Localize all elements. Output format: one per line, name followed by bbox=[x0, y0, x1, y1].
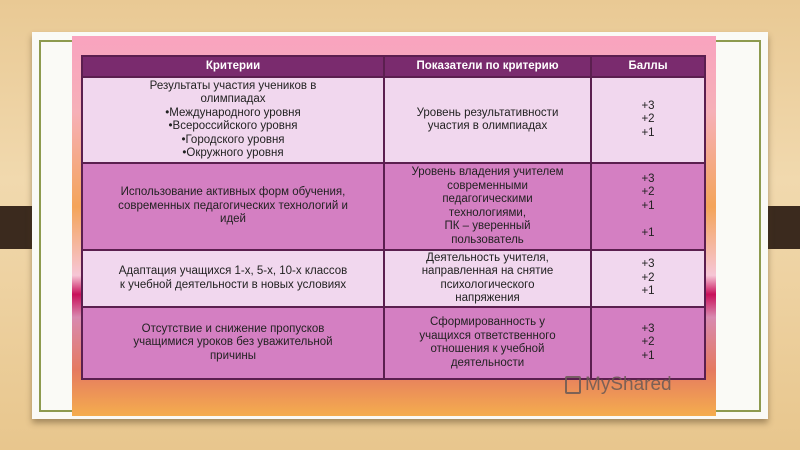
points-cell bbox=[591, 250, 705, 307]
cell-line: +2 bbox=[641, 336, 655, 349]
cell-line: к учебной деятельности в новых условиях bbox=[119, 278, 347, 291]
cell-line: •Всероссийского уровня bbox=[168, 120, 298, 132]
cell-line: +3 bbox=[641, 322, 655, 335]
cell-line: +3 bbox=[641, 99, 655, 112]
cell-line: +3 bbox=[641, 172, 655, 185]
cell-line: Уровень владения учителем bbox=[411, 166, 564, 178]
cell-line: технологиями, bbox=[448, 206, 527, 219]
cell-line: +1 bbox=[641, 285, 655, 298]
indicator-cell bbox=[384, 77, 591, 163]
cell-line: Результаты участия учеников в bbox=[149, 79, 317, 92]
table-row bbox=[82, 307, 705, 379]
criteria-cell bbox=[82, 163, 384, 250]
cell-line: •Городского уровня bbox=[181, 133, 285, 146]
cell-line: +2 bbox=[641, 271, 655, 284]
cell-line: современных педагогических технологий и bbox=[118, 199, 348, 212]
points-cell bbox=[591, 307, 705, 379]
cell-line: Сформированность у bbox=[429, 316, 546, 328]
cell-line: участия в олимпиадах bbox=[427, 120, 548, 132]
watermark-logo bbox=[565, 374, 672, 396]
cell-line: +3 bbox=[641, 258, 655, 271]
cell-line: Отсутствие и снижение пропусков bbox=[141, 322, 325, 335]
points-cell bbox=[591, 77, 705, 163]
cell-line: +1 bbox=[641, 349, 655, 362]
cell-line bbox=[592, 213, 704, 227]
indicator-cell bbox=[384, 250, 591, 307]
cell-line: олимпиадах bbox=[200, 93, 266, 105]
cell-line: +2 bbox=[641, 186, 655, 199]
cell-line: +1 bbox=[641, 126, 655, 139]
cell-line: причины bbox=[209, 349, 257, 362]
presentation-icon bbox=[565, 376, 581, 394]
cell-line: деятельности bbox=[450, 356, 525, 369]
cell-line: Деятельность учителя, bbox=[426, 251, 549, 264]
table-row bbox=[82, 163, 705, 250]
cell-line: современными bbox=[447, 179, 528, 192]
cell-line: +1 bbox=[641, 199, 655, 212]
cell-line: Уровень результативности bbox=[416, 106, 559, 119]
criteria-cell bbox=[82, 250, 384, 307]
cell-line: +1 bbox=[641, 226, 655, 239]
header-criteria: Критерии bbox=[82, 56, 384, 77]
cell-line: направленная на снятие bbox=[421, 265, 554, 277]
cell-line: +2 bbox=[641, 113, 655, 126]
cell-line: Адаптация учащихся 1-х, 5-х, 10-х классов bbox=[118, 265, 348, 277]
cell-line: •Международного уровня bbox=[165, 106, 301, 119]
cell-line: психологического bbox=[440, 278, 535, 291]
cell-line: Использование активных форм обучения, bbox=[120, 186, 346, 199]
cell-line: идей bbox=[220, 213, 246, 226]
cell-line: напряжения bbox=[455, 292, 520, 304]
cell-line: отношения к учебной bbox=[430, 343, 545, 355]
indicator-cell bbox=[384, 307, 591, 379]
cell-line: учащимися уроков без уважительной bbox=[133, 336, 333, 349]
cell-line: •Окружного уровня bbox=[182, 147, 284, 159]
header-indicators: Показатели по критерию bbox=[384, 56, 591, 77]
indicator-cell bbox=[384, 163, 591, 250]
watermark-text: MyShared bbox=[585, 374, 672, 395]
table-row bbox=[82, 250, 705, 307]
criteria-table bbox=[81, 55, 706, 380]
cell-line: учащихся ответственного bbox=[419, 329, 556, 342]
header-row bbox=[82, 56, 705, 77]
table-row bbox=[82, 77, 705, 163]
cell-line: пользователь bbox=[451, 233, 524, 246]
criteria-cell bbox=[82, 307, 384, 379]
points-cell bbox=[591, 163, 705, 250]
header-points: Баллы bbox=[591, 56, 705, 77]
cell-line: ПК – уверенный bbox=[444, 220, 531, 232]
cell-line: педагогическими bbox=[442, 193, 533, 205]
criteria-cell bbox=[82, 77, 384, 163]
